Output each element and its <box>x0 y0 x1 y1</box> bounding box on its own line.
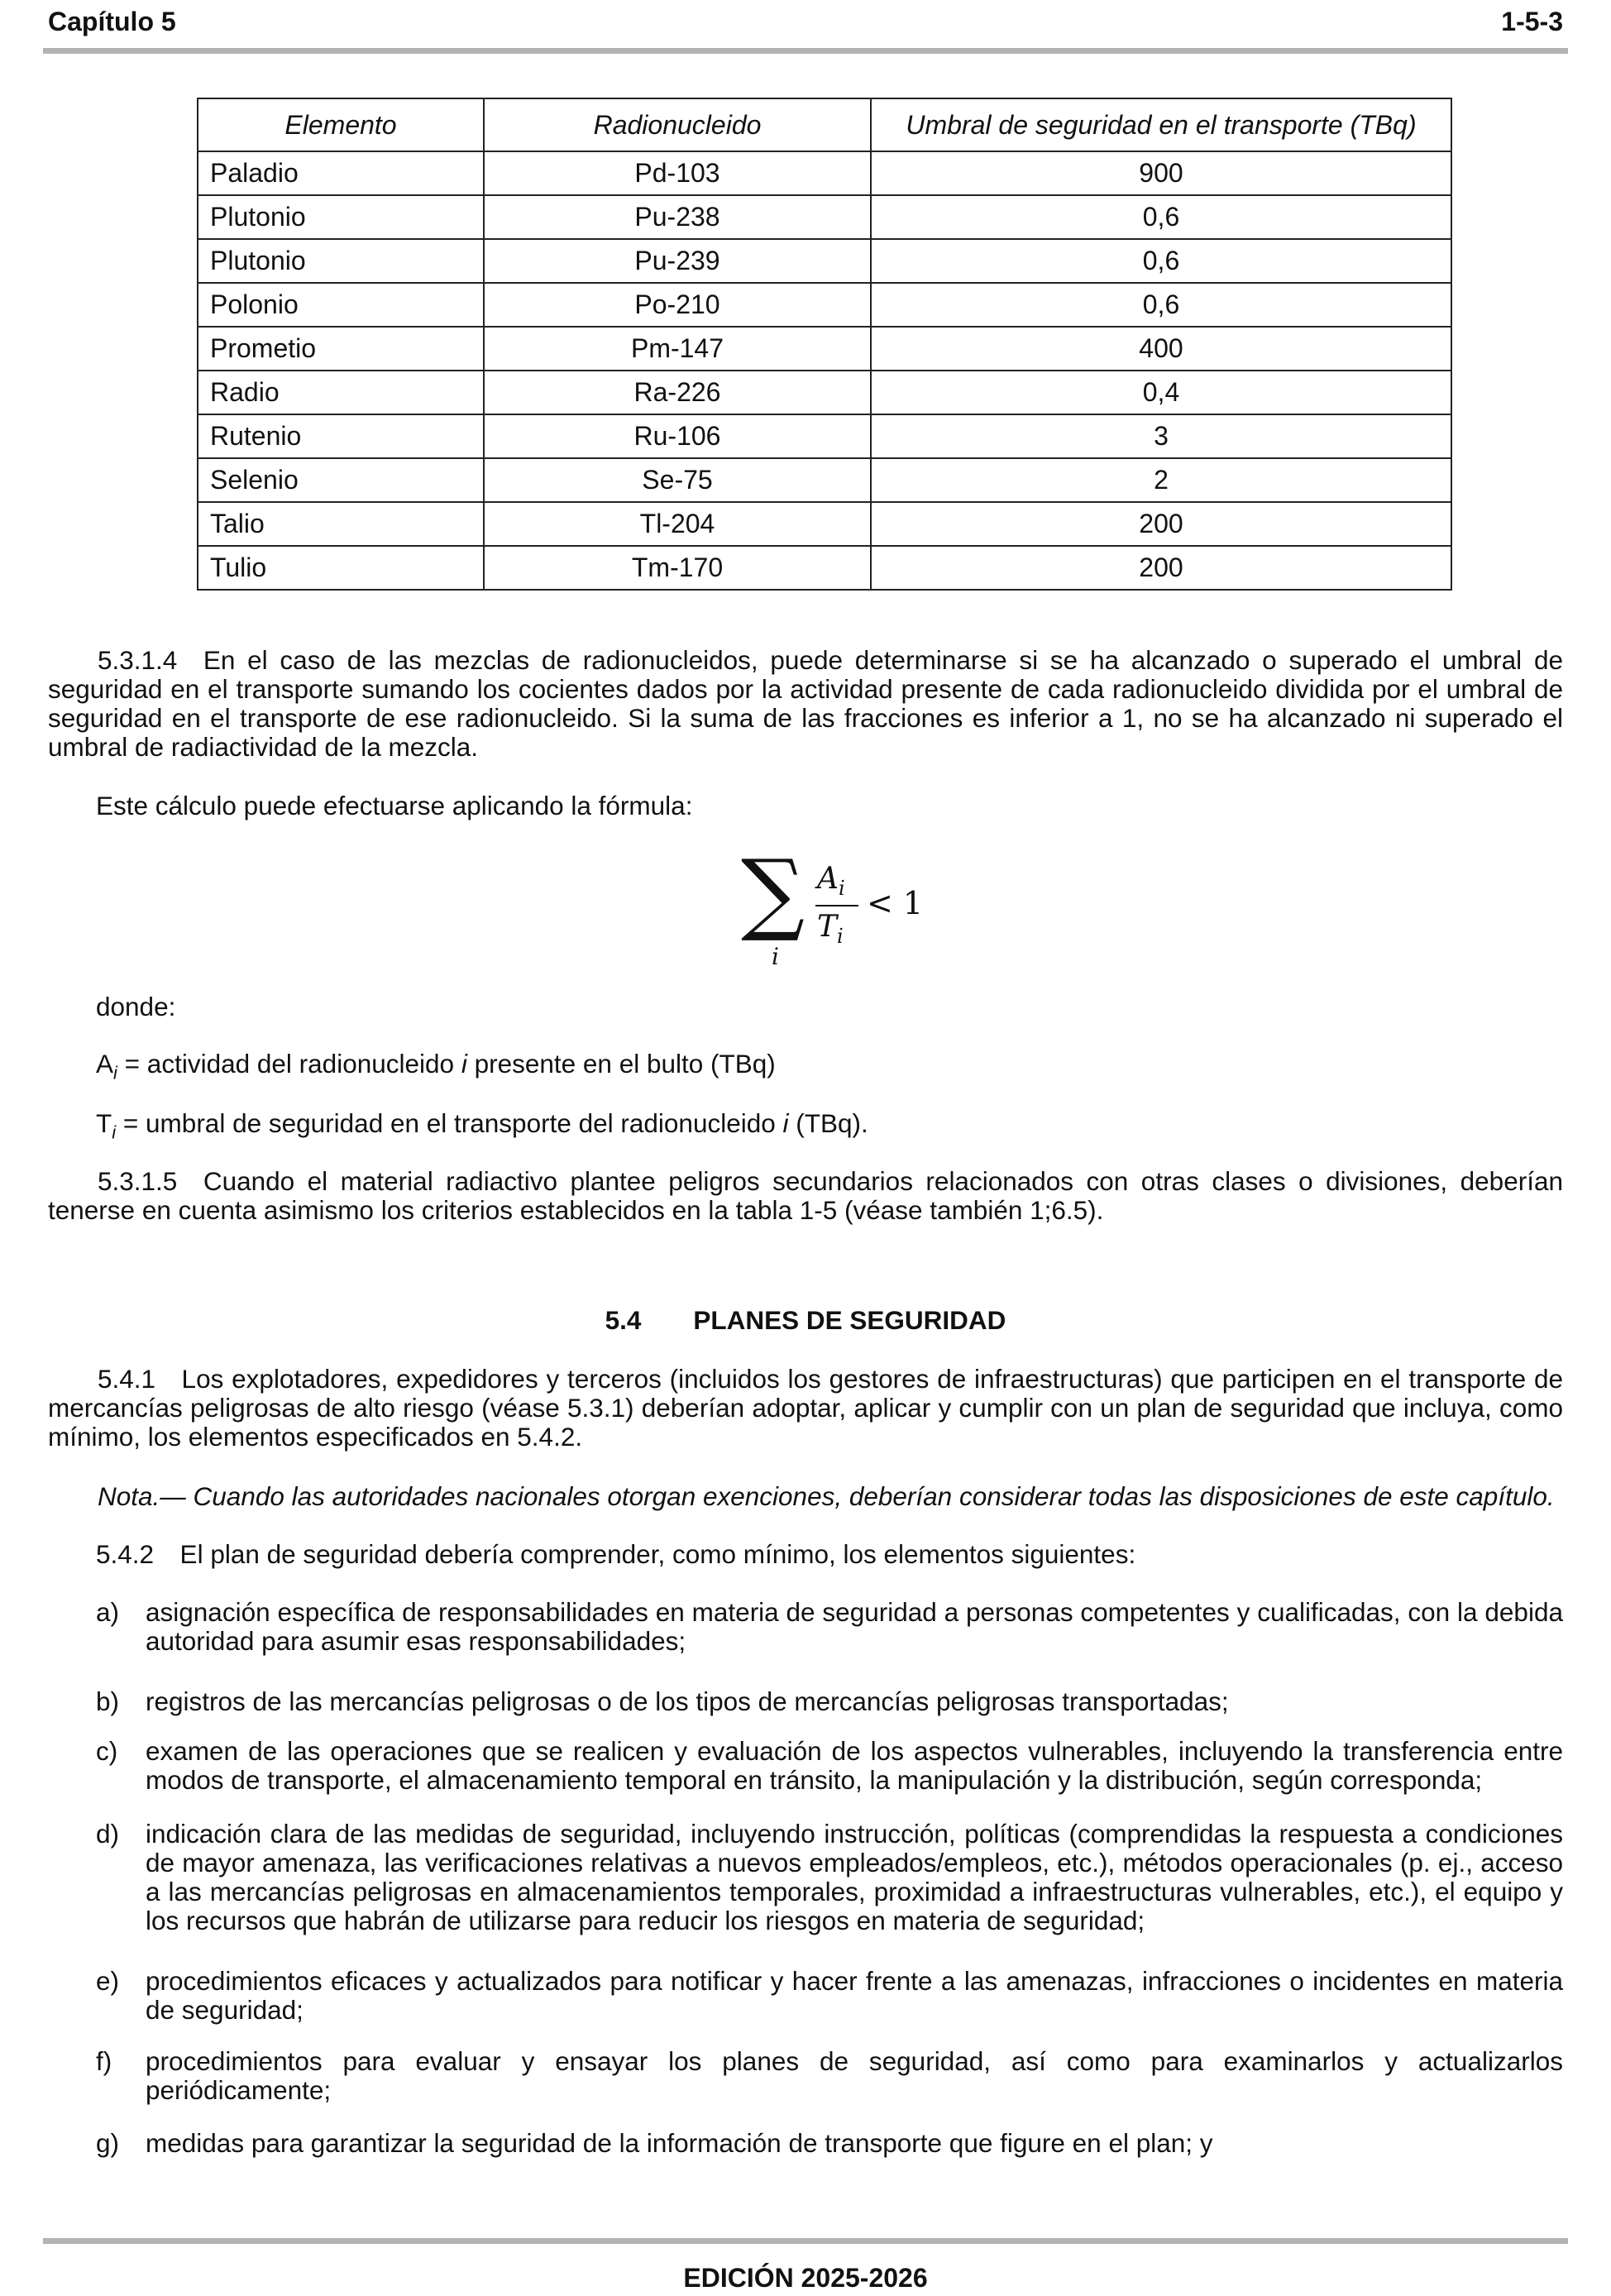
table-row <box>198 371 1451 414</box>
list-item: b) registros de las mercancías peligrosas o de los tipos de mercancías peligrosas transportadas; <box>96 1686 1229 1716</box>
cell-element: Talio <box>198 502 484 546</box>
table-row <box>198 283 1451 327</box>
paragraph-5-4-1: 5.4.1 Los explotadores, expedidores y terceros (incluidos los gestores de infraestructuras) que participen en el transporte de mercancías peligrosas de alto riesgo (véase 5.3.1) deberían adoptar, aplicar y cumplir con un plan de seguridad que incluya, como mínimo, los elementos especificados en 5.4.2. <box>48 1364 1563 1452</box>
formula-relation: < 1 <box>867 885 924 921</box>
cell-element: Selenio <box>198 458 484 502</box>
fraction-bar <box>815 905 858 906</box>
cell-element: Prometio <box>198 327 484 371</box>
list-item: d) indicación clara de las medidas de seguridad, incluyendo instrucción, políticas (comprendidas la respuesta a condiciones de mayor amenaza, las verificaciones relativas a nuevos empleados/empleos, etc.), métodos operacionales (p. ej., acceso a las mercancías peligrosas en almacenamientos temporales, proximidad a infraestructuras vulnerables, etc.), el equipo y los recursos que habrán de utilizarse para reducir los riesgos en materia de seguridad; <box>96 1819 1563 1935</box>
cell-element: Plutonio <box>198 195 484 239</box>
table-row <box>198 195 1451 239</box>
table-header-row <box>198 98 1451 151</box>
sum-index: i <box>772 943 779 970</box>
cell-element: Polonio <box>198 283 484 327</box>
list-item: c) examen de las operaciones que se realicen y evaluación de los aspectos vulnerables, incluyendo la transferencia entre modos de transporte, el almacenamiento temporal en tránsito, la manipulación y la distribución, según corresponda; <box>96 1736 1563 1795</box>
sum-symbol: ∑ <box>741 841 806 945</box>
page-number: 1-5-3 <box>1501 7 1563 36</box>
paragraph-5-3-1-5: 5.3.1.5 Cuando el material radiactivo plantee peligros secundarios relacionados con otras clases o divisiones, deberían tenerse en cuenta asimismo los criterios establecidos en la tabla 1-5 (véase también 1;6.5). <box>48 1166 1563 1225</box>
edition-footer: EDICIÓN 2025-2026 <box>683 2263 928 2293</box>
cell-threshold: 0,6 <box>871 195 1451 239</box>
paragraph-5-4-2: 5.4.2 El plan de seguridad debería comprender, como mínimo, los elementos siguientes: <box>96 1539 1136 1569</box>
cell-threshold: 200 <box>871 546 1451 590</box>
cell-radionuclide: Pu-239 <box>484 239 871 283</box>
table-row <box>198 458 1451 502</box>
table-header-cell: Radionucleido <box>484 98 871 151</box>
note: Nota.— Cuando las autoridades nacionales otorgan exenciones, deberían considerar todas las disposiciones de este capítulo. <box>98 1481 1555 1511</box>
cell-element: Radio <box>198 371 484 414</box>
table-row <box>198 151 1451 195</box>
cell-radionuclide: Pu-238 <box>484 195 871 239</box>
cell-element: Plutonio <box>198 239 484 283</box>
cell-threshold: 0,6 <box>871 239 1451 283</box>
table-header-cell: Umbral de seguridad en el transporte (TBq) <box>871 98 1451 151</box>
footer-rule <box>43 2238 1568 2244</box>
page-header <box>48 3 1563 40</box>
cell-radionuclide: Tm-170 <box>484 546 871 590</box>
list-item: a) asignación específica de responsabilidades en materia de seguridad a personas competentes y cualificadas, con la debida autoridad para asumir esas responsabilidades; <box>96 1597 1563 1656</box>
definition-a: $A_i$ = actividad del radionucleido i presente en el bulto (TBq) <box>96 1049 776 1083</box>
mixture-formula <box>728 841 943 993</box>
donde-label: donde: <box>96 992 176 1021</box>
cell-threshold: 3 <box>871 414 1451 458</box>
table-row <box>198 502 1451 546</box>
cell-threshold: 0,6 <box>871 283 1451 327</box>
paragraph-5-3-1-4: 5.3.1.4 En el caso de las mezclas de radionucleidos, puede determinarse si se ha alcanzado o superado el umbral de seguridad en el transporte sumando los cocientes dados por la actividad presente de cada radionucleido dividida por el umbral de seguridad en el transporte de ese radionucleido. Si la suma de las fracciones es inferior a 1, no se ha alcanzado ni superado el umbral de radiactividad de la mezcla. <box>48 645 1563 762</box>
formula-denominator: $T_i$ <box>817 910 844 949</box>
table-row <box>198 414 1451 458</box>
calc-intro: Este cálculo puede efectuarse aplicando la fórmula: <box>96 791 693 820</box>
cell-element: Tulio <box>198 546 484 590</box>
radionuclide-table <box>197 98 1452 591</box>
cell-threshold: 900 <box>871 151 1451 195</box>
cell-element: Rutenio <box>198 414 484 458</box>
table-row <box>198 327 1451 371</box>
cell-radionuclide: Pd-103 <box>484 151 871 195</box>
definition-t: $T_i$ = umbral de seguridad en el transporte del radionucleido i (TBq). <box>96 1108 868 1143</box>
header-rule <box>43 48 1568 54</box>
cell-radionuclide: Se-75 <box>484 458 871 502</box>
list-item: e) procedimientos eficaces y actualizados para notificar y hacer frente a las amenazas, infracciones o incidentes en materia de seguridad; <box>96 1966 1563 2025</box>
formula-numerator: $A_i$ <box>817 862 845 901</box>
table-row <box>198 239 1451 283</box>
table-header-cell: Elemento <box>198 98 484 151</box>
cell-radionuclide: Po-210 <box>484 283 871 327</box>
cell-radionuclide: Ru-106 <box>484 414 871 458</box>
list-item: f) procedimientos para evaluar y ensayar los planes de seguridad, así como para examinarlos y actualizarlos periódicamente; <box>96 2046 1563 2105</box>
cell-threshold: 200 <box>871 502 1451 546</box>
cell-threshold: 0,4 <box>871 371 1451 414</box>
cell-threshold: 2 <box>871 458 1451 502</box>
cell-radionuclide: Pm-147 <box>484 327 871 371</box>
chapter-label: Capítulo 5 <box>48 7 176 36</box>
cell-element: Paladio <box>198 151 484 195</box>
cell-radionuclide: Ra-226 <box>484 371 871 414</box>
section-title: 5.4 PLANES DE SEGURIDAD <box>605 1305 1006 1335</box>
list-item: g) medidas para garantizar la seguridad de la información de transporte que figure en el plan; y <box>96 2128 1213 2158</box>
table-row <box>198 546 1451 590</box>
cell-threshold: 400 <box>871 327 1451 371</box>
cell-radionuclide: Tl-204 <box>484 502 871 546</box>
